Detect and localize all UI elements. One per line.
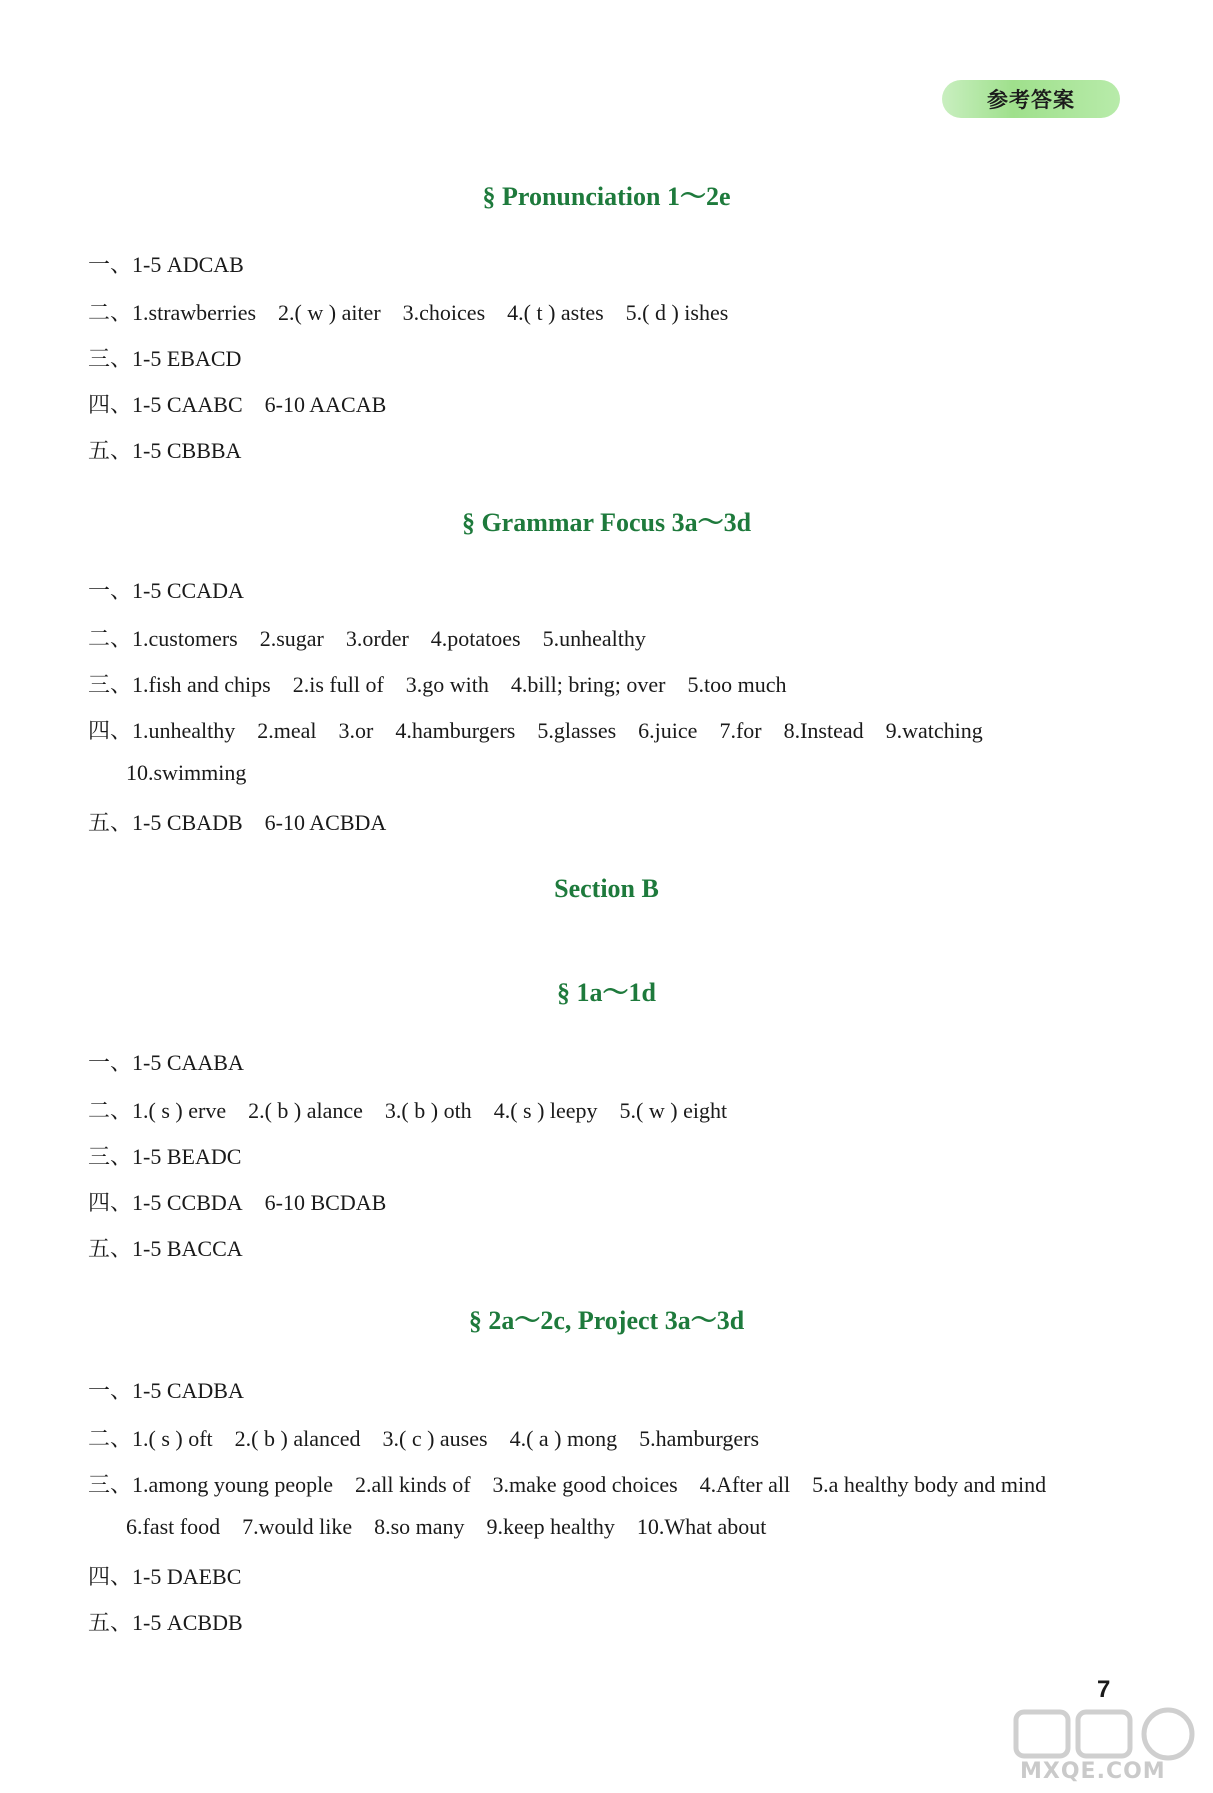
watermark-logo [1012, 1706, 1208, 1788]
answer-line: 三、1.fish and chips 2.is full of 3.go with 4.bill; bring; over 5.too much [88, 672, 787, 697]
answer-key-badge: 参考答案 [942, 80, 1120, 118]
answer-line: 一、1-5 ADCAB [88, 252, 244, 277]
answer-line: 一、1-5 CADBA [88, 1378, 244, 1403]
answer-line: 四、1-5 CCBDA 6-10 BCDAB [88, 1190, 387, 1215]
section-heading-2a-2c-project: § 2a～2c, Project 3a～3d [468, 1306, 745, 1335]
answer-line: 二、1.( s ) oft 2.( b ) alanced 3.( c ) auses 4.( a ) mong 5.hamburgers [88, 1426, 760, 1451]
answer-line: 三、1-5 BEADC [88, 1144, 242, 1169]
page-number: 7 [1097, 1676, 1111, 1703]
answer-line: 五、1-5 CBBBA [88, 438, 242, 463]
section-heading-section-b: Section B [554, 874, 659, 903]
answer-line: 四、1-5 CAABC 6-10 AACAB [88, 392, 387, 417]
answer-line: 二、1.strawberries 2.( w ) aiter 3.choices 4.( t ) astes 5.( d ) ishes [88, 300, 729, 325]
answer-line: 一、1-5 CCADA [88, 578, 244, 603]
answer-line: 五、1-5 CBADB 6-10 ACBDA [88, 810, 387, 835]
section-heading-1a-1d: § 1a～1d [557, 978, 656, 1007]
answer-line: 四、1-5 DAEBC [88, 1564, 242, 1589]
answer-line-continued: 10.swimming [126, 760, 247, 785]
section-heading-grammar-focus: § Grammar Focus 3a～3d [461, 508, 752, 537]
answer-line: 三、1-5 EBACD [88, 346, 242, 371]
answer-line: 五、1-5 BACCA [88, 1236, 243, 1261]
answer-line: 四、1.unhealthy 2.meal 3.or 4.hamburgers 5.glasses 6.juice 7.for 8.Instead 9.watching [88, 718, 983, 743]
section-heading-pronunciation: § Pronunciation 1～2e [482, 182, 731, 211]
answer-line: 一、1-5 CAABA [88, 1050, 244, 1075]
answer-line-continued: 6.fast food 7.would like 8.so many 9.keep healthy 10.What about [126, 1514, 767, 1539]
answer-line: 二、1.customers 2.sugar 3.order 4.potatoes 5.unhealthy [88, 626, 646, 651]
answer-line: 五、1-5 ACBDB [88, 1610, 243, 1635]
answer-line: 三、1.among young people 2.all kinds of 3.make good choices 4.After all 5.a healthy body and mind [88, 1472, 1047, 1497]
watermark-text: MXQE.COM [1020, 1759, 1166, 1784]
answer-line: 二、1.( s ) erve 2.( b ) alance 3.( b ) oth 4.( s ) leepy 5.( w ) eight [88, 1098, 728, 1123]
